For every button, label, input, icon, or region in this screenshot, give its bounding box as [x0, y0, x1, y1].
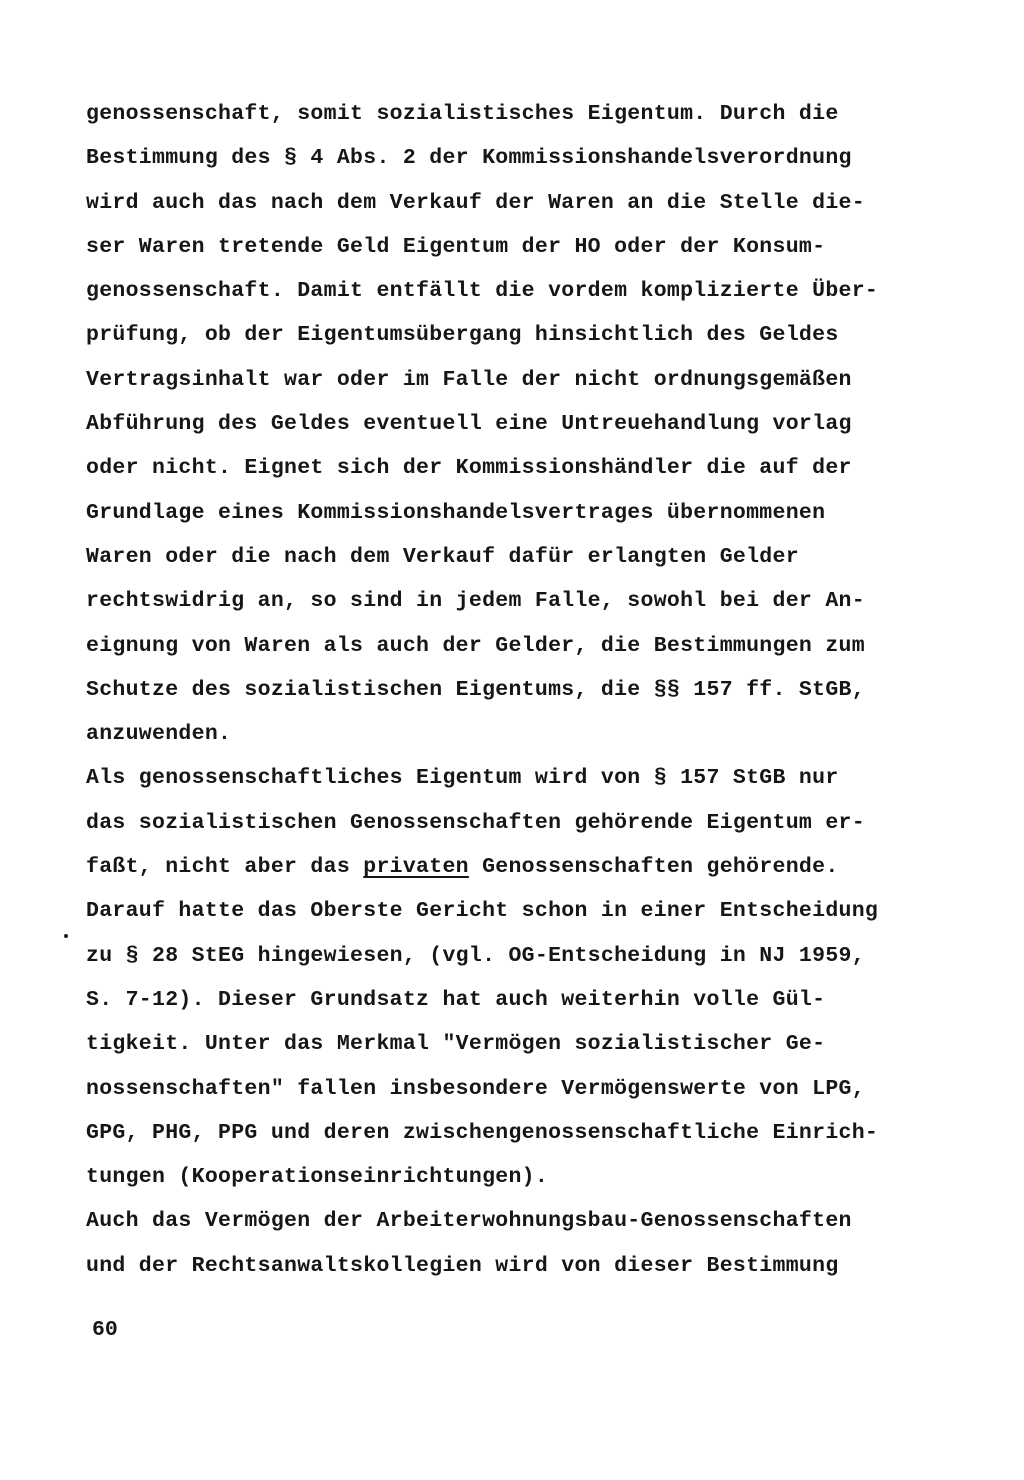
text-line: anzuwenden.	[86, 722, 232, 747]
text-line: Bestimmung des § 4 Abs. 2 der Kommissionshandelsverordnung	[86, 146, 852, 171]
text-line: S. 7-12). Dieser Grundsatz hat auch weiterhin volle Gül-	[86, 987, 826, 1012]
text-line: Auch das Vermögen der Arbeiterwohnungsbau-Genossenschaften	[86, 1209, 852, 1234]
text-line: tungen (Kooperationseinrichtungen).	[86, 1165, 549, 1190]
text-line: Grundlage eines Kommissionshandelsvertrages übernommenen	[86, 500, 826, 525]
text-line: zu § 28 StEG hingewiesen, (vgl. OG-Entscheidung in NJ 1959,	[86, 943, 865, 968]
text-line: genossenschaft. Damit entfällt die vordem komplizierte Über-	[86, 279, 879, 304]
text-line: eignung von Waren als auch der Gelder, die Bestimmungen zum	[86, 633, 865, 658]
page-number: 60	[92, 1318, 118, 1342]
text-line: das sozialistischen Genossenschaften gehörende Eigentum er-	[86, 810, 865, 835]
text-line: prüfung, ob der Eigentumsübergang hinsichtlich des Geldes	[86, 323, 839, 348]
text-line: nossenschaften" fallen insbesondere Vermögenswerte von LPG,	[86, 1076, 865, 1101]
text-line: und der Rechtsanwaltskollegien wird von dieser Bestimmung	[86, 1253, 839, 1278]
text-line: Darauf hatte das Oberste Gericht schon in einer Entscheidung	[86, 899, 879, 924]
body-text	[86, 92, 926, 1288]
text-line: ser Waren tretende Geld Eigentum der HO oder der Konsum-	[86, 234, 826, 259]
text-line: tigkeit. Unter das Merkmal "Vermögen sozialistischer Ge-	[86, 1032, 826, 1057]
text-line: wird auch das nach dem Verkauf der Waren an die Stelle die-	[86, 190, 865, 215]
text-line: Vertragsinhalt war oder im Falle der nicht ordnungsgemäßen	[86, 367, 852, 392]
ink-speck	[64, 934, 68, 938]
text-line: Abführung des Geldes eventuell eine Untreuehandlung vorlag	[86, 412, 852, 437]
text-line: rechtswidrig an, so sind in jedem Falle, sowohl bei der An-	[86, 589, 865, 614]
text-segment: Genossenschaften gehörende.	[468, 855, 839, 880]
text-line: Schutze des sozialistischen Eigentums, die §§ 157 ff. StGB,	[86, 677, 865, 702]
text-line: oder nicht. Eignet sich der Kommissionshändler die auf der	[86, 456, 852, 481]
underlined-word: privaten	[363, 855, 469, 880]
text-segment: faßt, nicht aber das	[86, 855, 364, 880]
text-line: genossenschaft, somit sozialistisches Eigentum. Durch die	[86, 102, 839, 126]
text-line: GPG, PHG, PPG und deren zwischengenossenschaftliche Einrich-	[86, 1120, 879, 1145]
text-line	[86, 845, 926, 889]
text-line: Als genossenschaftliches Eigentum wird von § 157 StGB nur	[86, 766, 839, 791]
text-line: Waren oder die nach dem Verkauf dafür erlangten Gelder	[86, 544, 799, 569]
